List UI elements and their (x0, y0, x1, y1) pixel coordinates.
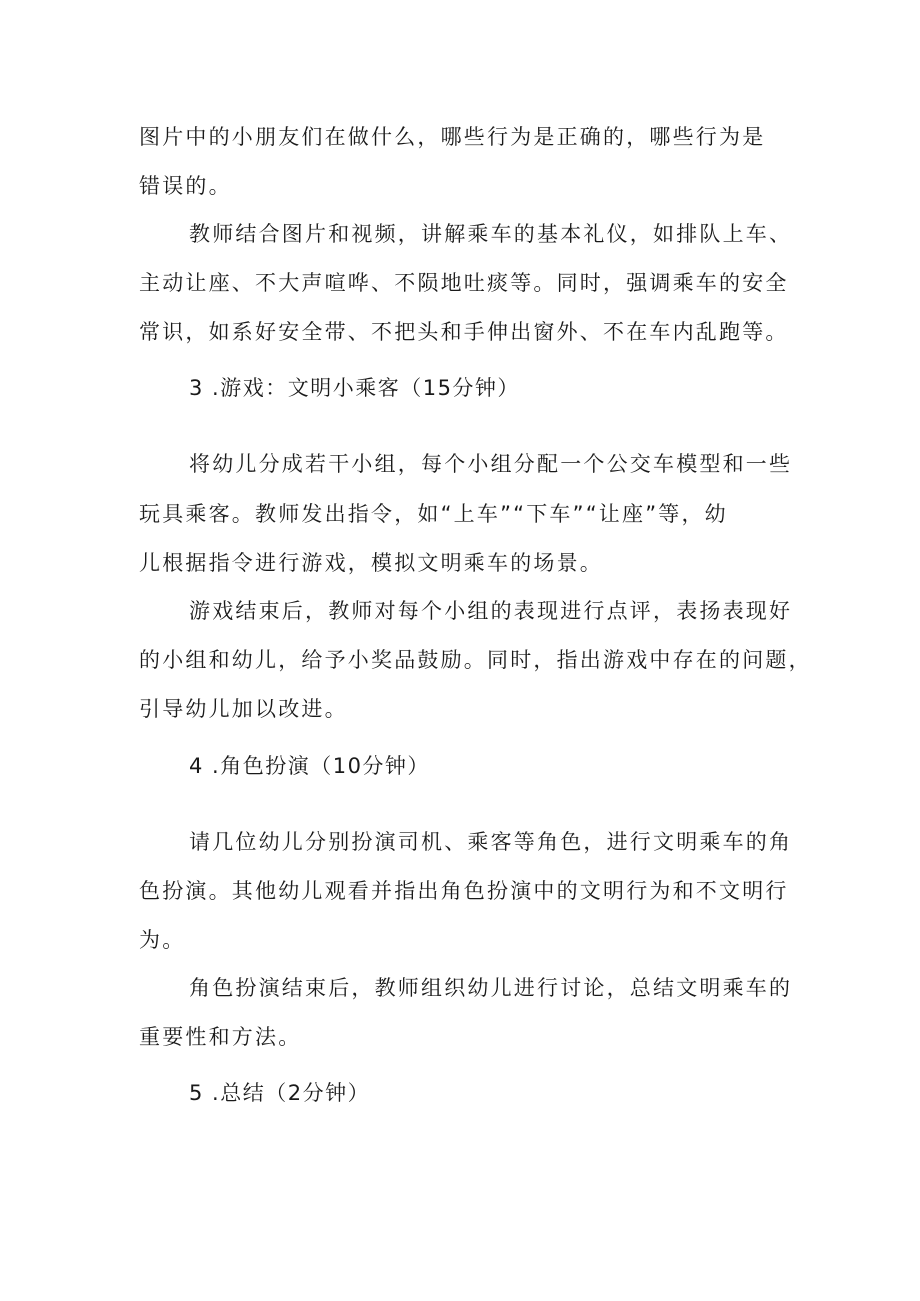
section-heading: 4 .角色扮演（10分钟） (189, 754, 430, 778)
text-line: 角色扮演结束后，教师组织幼儿进行讨论，总结文明乘车的 (189, 976, 793, 1000)
text-line: 常识，如系好安全带、不把头和手伸出窗外、不在车内乱跑等。 (139, 320, 789, 344)
text-line: 为。 (139, 928, 186, 952)
text-line: 游戏结束后，教师对每个小组的表现进行点评，表扬表现好 (189, 599, 793, 623)
section-heading: 3 .游戏：文明小乘客（15分钟） (189, 376, 520, 400)
text-line: 主动让座、不大声喧哗、不陨地吐痰等。同时，强调乘车的安全 (139, 271, 789, 295)
text-line: 请几位幼儿分别扮演司机、乘客等角色，进行文明乘车的角 (189, 830, 793, 854)
text-line: 图片中的小朋友们在做什么，哪些行为是正确的，哪些行为是 (139, 125, 766, 149)
text-line: 的小组和幼儿，给予小奖品鼓励。同时，指出游戏中存在的问题， (139, 648, 812, 672)
text-line: 引导幼儿加以改进。 (139, 697, 348, 721)
text-line: 错误的。 (139, 174, 232, 198)
text-line: 儿根据指令进行游戏，模拟文明乘车的场景。 (139, 551, 603, 575)
text-line: 将幼儿分成若干小组，每个小组分配一个公交车模型和一些 (189, 452, 793, 476)
text-line: 色扮演。其他幼儿观看并指出角色扮演中的文明行为和不文明行 (139, 879, 789, 903)
text-line: 教师结合图片和视频，讲解乘车的基本礼仪，如排队上车、 (189, 222, 793, 246)
text-line: 玩具乘客。教师发出指令，如“上车”“下车”“让座”等，幼 (139, 502, 728, 526)
section-heading: 5 .总结（2分钟） (189, 1081, 371, 1105)
text-line: 重要性和方法。 (139, 1025, 302, 1049)
